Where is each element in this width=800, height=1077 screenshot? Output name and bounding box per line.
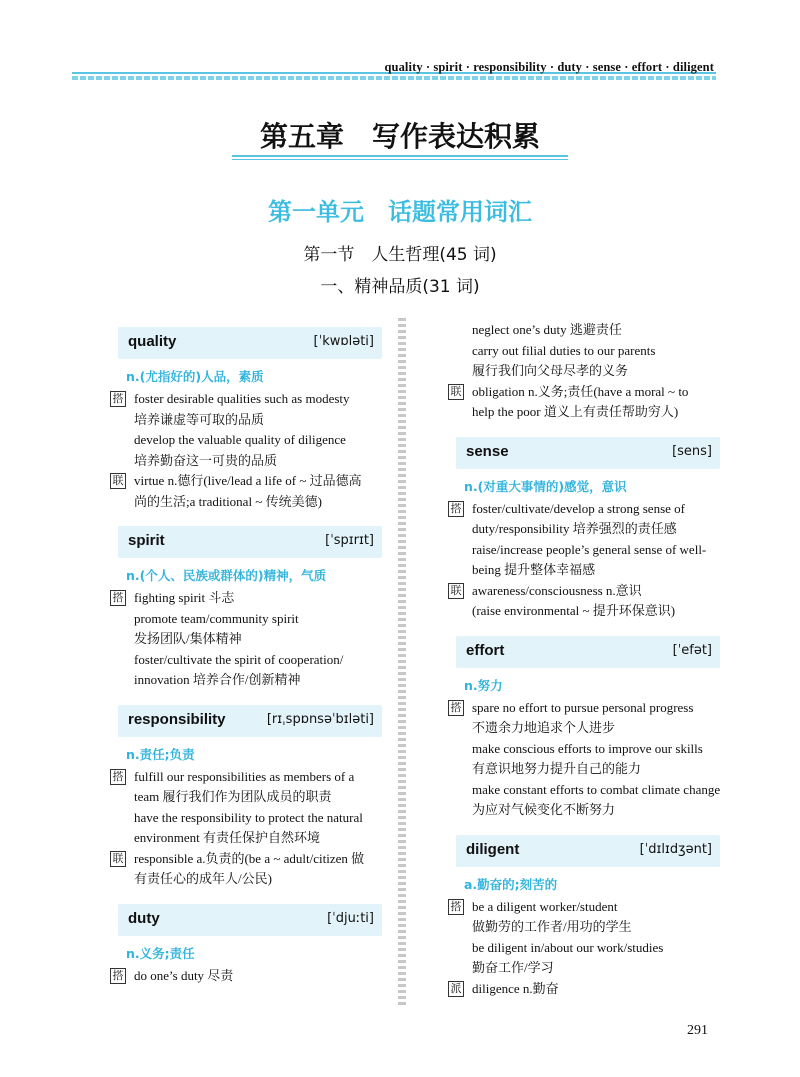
example-line [448, 780, 748, 801]
category-tag: 搭 [448, 700, 464, 716]
example-line [110, 808, 410, 829]
example-text: do one’s duty 尽责 [134, 967, 234, 983]
category-tag: 联 [110, 473, 126, 489]
example-line [448, 698, 748, 719]
example-text: foster/cultivate the spirit of cooperation/ [134, 651, 344, 667]
pronunciation: [rɪˌspɒnsəˈbɪləti] [266, 711, 374, 727]
chapter-title: 第五章 写作表达积累 [259, 120, 540, 153]
example-text: awareness/consciousness n.意识 [472, 582, 642, 598]
example-text: environment 有责任保护自然环境 [134, 830, 320, 845]
example-line [448, 938, 748, 959]
example-text: 不遗余力地追求个人进步 [472, 720, 616, 735]
example-text: 履行我们向父母尽孝的义务 [472, 363, 629, 378]
entry-gap [110, 691, 410, 705]
example-text: 培养谦虚等可取的品质 [134, 411, 265, 427]
headword: quality [128, 333, 177, 350]
running-header: quality · spirit · responsibility · duty · sense · effort · diligent [384, 60, 714, 74]
example-line [448, 979, 748, 1000]
example-text: diligence n.勤奋 [472, 980, 559, 996]
headword: sense [466, 442, 509, 460]
pronunciation: [ˈkwɒləti] [313, 334, 374, 349]
headword: spirit [128, 532, 165, 549]
unit-title: 第一单元 话题常用词汇 [268, 198, 532, 226]
example-line [448, 519, 748, 540]
example-line [448, 382, 748, 403]
example-text: carry out filial duties to our parents [472, 342, 656, 358]
example-text: foster desirable qualities such as modesty [134, 391, 350, 406]
headword: responsibility [128, 710, 226, 728]
example-text: have the responsibility to protect the natural [134, 809, 363, 825]
example-line [110, 430, 410, 451]
section-title: 第一节 人生哲理(45 词) [303, 245, 497, 265]
example-line [448, 897, 748, 918]
example-text: be a diligent worker/student [472, 898, 618, 914]
entry-headword-box [456, 437, 720, 469]
pronunciation: [ˈdjuːti] [327, 910, 374, 926]
headword: duty [128, 909, 160, 927]
category-tag: 搭 [448, 899, 464, 915]
entry-headword-box [118, 526, 382, 558]
example-text: responsible a.负责的(be a ~ adult/citizen 做 [134, 850, 365, 866]
entry-gap [110, 512, 410, 526]
example-line [448, 361, 748, 382]
entry-headword-box [118, 705, 382, 737]
example-text: 有意识地努力提升自己的能力 [472, 761, 642, 776]
example-line [110, 828, 410, 849]
example-line [448, 759, 748, 780]
example-text: promote team/community spirit [134, 610, 299, 626]
example-line [110, 787, 410, 808]
example-text: duty/responsibility 培养强烈的责任感 [472, 521, 677, 536]
example-line [448, 917, 748, 938]
left-column [110, 327, 410, 986]
entry-headword-box [456, 835, 720, 867]
example-text: make conscious efforts to improve our skills [472, 740, 703, 756]
pronunciation: [ˈefət] [672, 642, 712, 658]
example-line [448, 601, 748, 622]
entry-headword-box [456, 636, 720, 668]
example-text: fighting spirit 斗志 [134, 590, 235, 605]
part-of-speech: n.努力 [464, 677, 503, 693]
example-text: (raise environmental ~ 提升环保意识) [472, 603, 676, 618]
example-text: spare no effort to pursue personal progress [472, 699, 694, 715]
category-tag: 联 [448, 583, 464, 599]
entry-gap [448, 622, 748, 636]
category-tag: 搭 [110, 391, 126, 407]
example-line [110, 650, 410, 671]
category-tag: 搭 [110, 769, 126, 785]
example-line [110, 670, 410, 691]
example-line [448, 958, 748, 979]
part-of-speech: n.责任;负责 [126, 746, 195, 762]
example-line [110, 966, 410, 987]
example-text: virtue n.德行(live/lead a life of ~ 过品德高 [134, 473, 362, 488]
entry-headword-box [118, 904, 382, 936]
example-line [110, 609, 410, 630]
pronunciation: [ˈdɪlɪdʒənt] [639, 841, 712, 857]
example-text: being 提升整体幸福感 [472, 562, 596, 577]
example-text: foster/cultivate/develop a strong sense of [472, 500, 685, 516]
entry-gap [448, 821, 748, 835]
example-line [110, 389, 410, 410]
example-text: 培养勤奋这一可贵的品质 [134, 452, 278, 468]
example-line [110, 767, 410, 788]
entry-gap [110, 890, 410, 904]
example-text: 发扬团队/集体精神 [134, 631, 242, 646]
chapter-underline [232, 155, 568, 157]
example-line [448, 560, 748, 581]
headword: effort [466, 641, 505, 659]
part-of-speech: n.(尤指好的)人品，素质 [126, 369, 264, 384]
example-line [448, 320, 748, 341]
example-line [448, 739, 748, 760]
example-line [110, 471, 410, 492]
example-line [110, 410, 410, 431]
part-of-speech: n.义务;责任 [126, 945, 195, 961]
example-line [448, 800, 748, 821]
entry-headword-box [118, 327, 382, 359]
example-line [448, 499, 748, 520]
example-line [448, 402, 748, 423]
example-text: develop the valuable quality of diligence [134, 432, 346, 447]
example-line [110, 451, 410, 472]
example-line [448, 718, 748, 739]
example-line [448, 341, 748, 362]
example-text: help the poor 道义上有责任帮助穷人) [472, 404, 679, 419]
example-text: raise/increase people’s general sense of well- [472, 541, 707, 557]
example-text: 做勤劳的工作者/用功的学生 [472, 919, 632, 934]
pronunciation: [sens] [672, 443, 712, 459]
pronunciation: [ˈspɪrɪt] [325, 533, 374, 548]
category-tag: 搭 [110, 590, 126, 606]
category-tag: 联 [448, 384, 464, 400]
category-tag: 联 [110, 851, 126, 867]
category-tag: 搭 [110, 968, 126, 984]
part-of-speech: n.(对重大事情的)感觉，意识 [464, 478, 627, 494]
example-text: 有责任心的成年人/公民) [134, 871, 272, 886]
right-column [448, 320, 748, 999]
chapter-underline-thin [232, 159, 568, 160]
example-line [448, 581, 748, 602]
part-of-speech: a.勤奋的;刻苦的 [464, 876, 558, 892]
entry-gap [448, 423, 748, 437]
example-text: 勤奋工作/学习 [472, 960, 554, 975]
example-text: be diligent in/about our work/studies [472, 939, 664, 955]
example-text: obligation n.义务;责任(have a moral ~ to [472, 383, 689, 399]
example-line [110, 849, 410, 870]
example-line [110, 629, 410, 650]
example-text: neglect one’s duty 逃避责任 [472, 322, 622, 337]
example-line [110, 869, 410, 890]
example-line [110, 492, 410, 513]
category-tag: 搭 [448, 501, 464, 517]
example-text: team 履行我们作为团队成员的职责 [134, 789, 332, 804]
category-tag: 派 [448, 981, 464, 997]
example-text: fulfill our responsibilities as members of a [134, 768, 355, 784]
part-of-speech: n.(个人、民族或群体的)精神，气质 [126, 568, 327, 583]
example-line [110, 588, 410, 609]
example-text: innovation 培养合作/创新精神 [134, 672, 301, 687]
example-text: 尚的生活;a traditional ~ 传统美德) [134, 493, 322, 509]
example-line [448, 540, 748, 561]
headword: diligent [466, 840, 520, 858]
page-number: 291 [687, 1023, 708, 1038]
example-text: 为应对气候变化不断努力 [472, 802, 616, 817]
example-text: make constant efforts to combat climate change [472, 781, 721, 797]
subsection-title: 一、精神品质(31 词) [320, 277, 480, 297]
